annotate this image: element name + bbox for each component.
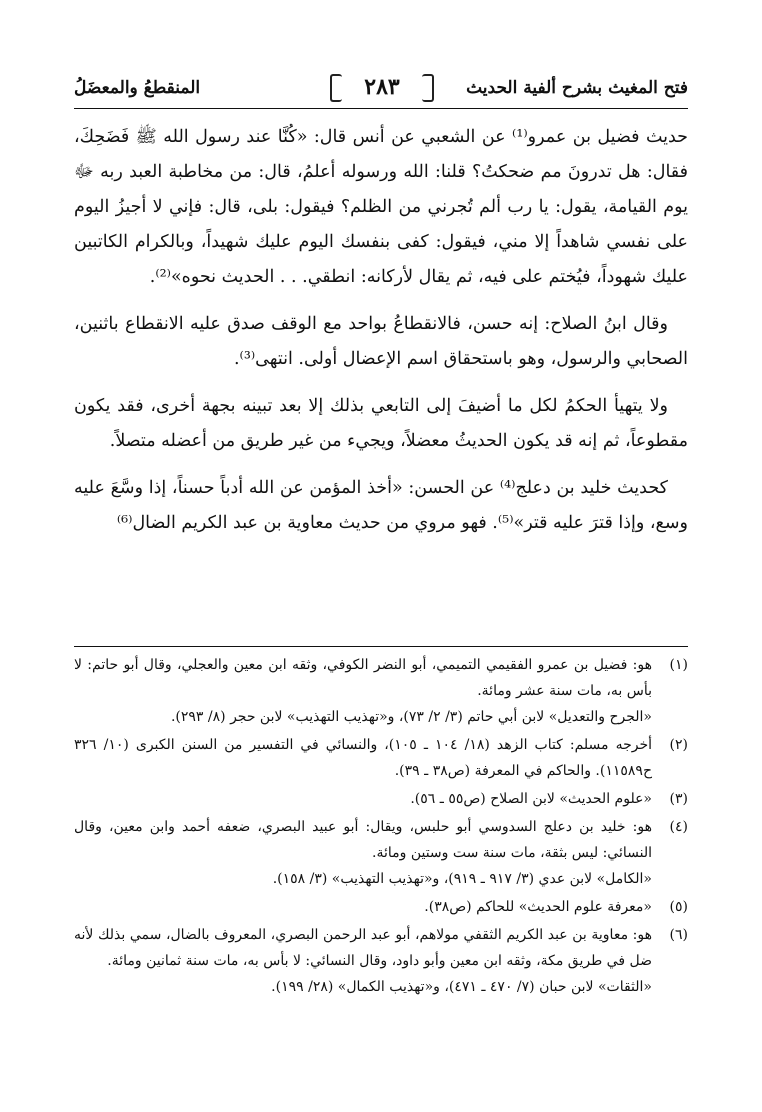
paragraph: وقال ابنُ الصلاح: إنه حسن، فالانقطاعُ بواحد مع الوقف صدق عليه الانقطاع باثنين، الصحابي والرسول، وهو باستحقاق اسم الإعضال أولى. انتهى⁽³⁾. [74,314,688,369]
footnote-text [74,922,652,1000]
footnote-text [74,894,652,920]
footnote-text [74,814,652,892]
footnote-number: (٥) [669,899,688,915]
footnote-number: (٤) [669,819,688,835]
footnote-line: هو: خليد بن دعلج السدوسي أبو حلبس، ويقال: أبو عبيد البصري، ضعفه أحمد وابن معين، وقال النسائي: ليس بثقة، مات سنة ست وستين ومائة. [74,819,652,861]
main-text [74,120,688,553]
page-number: ٢٨٣ [332,72,432,102]
chapter-title: المنقطعُ والمعضَلُ [74,78,201,98]
paragraph: ولا يتهيأ الحكمُ لكل ما أضيفَ إلى التابعي بذلك إلا بعد تبينه بجهة أخرى، فقد يكون مقطوعاً، ثم إنه قد يكون الحديثُ معضلاً، ويجيء من غير طريق من أعضله متصلاً. [74,396,688,451]
footnote [74,732,688,784]
footnote [74,786,688,812]
footnote-text [74,732,652,784]
footnote-text [74,786,652,812]
footnote-number: (٢) [669,737,688,753]
paragraph: كحديث خليد بن دعلج⁽⁴⁾ عن الحسن: «أخذ المؤمن عن الله أدباً حسناً، إذا وسَّعَ عليه وسع، وإذا قترَ عليه قتر»⁽⁵⁾. فهو مروي من حديث معاوية بن عبد الكريم الضال⁽⁶⁾ [74,478,688,533]
footnote [74,814,688,892]
footnote-line: «الجرح والتعديل» لابن أبي حاتم (٣/ ٢/ ٧٣)، و«تهذيب التهذيب» لابن حجر (٨/ ٢٩٣). [170,709,652,725]
footnote-line: «الكامل» لابن عدي (٣/ ٩١٧ ـ ٩١٩)، و«تهذيب التهذيب» (٣/ ١٥٨). [272,871,652,887]
footnote-line: «علوم الحديث» لابن الصلاح (ص٥٥ ـ ٥٦). [410,791,652,807]
footnote-line: أخرجه مسلم: كتاب الزهد (١٨/ ١٠٤ ـ ١٠٥)، والنسائي في التفسير من السنن الكبرى (١٠/ ٣٢٦ ح١١٥٨٩). والحاكم في المعرفة (ص٣٨ ـ ٣٩). [74,737,653,779]
footnote [74,894,688,920]
footnote-number: (٣) [669,791,688,807]
paragraph: حديث فضيل بن عمرو⁽¹⁾ عن الشعبي عن أنس قال: «كُنَّا عند رسول الله ﷺ فَضَحِكَ، فقال: هل تدرونَ مم ضحكتُ؟ قلنا: الله ورسوله أعلمُ، قال: من مخاطبة العبد ربه ﷻ يوم القيامة، يقول: يا رب ألم تُجرني من الظلم؟ فيقول: بلى، قال: فإني لا أجيزُ اليوم على نفسي شاهداً إلا مني، فيقول: كفى بنفسك اليوم عليك شهيداً، وبالكرام الكاتبين عليك شهوداً، فيُختم على فيه، ثم يقال لأركانه: انطقي. . . الحديث نحوه»⁽²⁾. [74,127,688,287]
footnote [74,652,688,730]
footnote-line: هو: معاوية بن عبد الكريم الثقفي مولاهم، أبو عبد الرحمن البصري، المعروف بالضال، سمي بذلك لأنه ضل في طريق مكة، وثقه ابن معين وأبو داود، وقال النسائي: لا بأس به، مات سنة ثمانين ومائة. [74,927,652,969]
footnote-line: «الثقات» لابن حبان (٧/ ٤٧٠ ـ ٤٧١)، و«تهذيب الكمال» (٢٨/ ١٩٩). [271,979,652,995]
footnote-line: «معرفة علوم الحديث» للحاكم (ص٣٨). [424,899,652,915]
header-rule [74,108,688,109]
footnote-text [74,652,652,730]
footnotes [74,652,688,1002]
page-header [74,72,688,110]
book-title: فتح المغيث بشرح ألفية الحديث [466,78,688,98]
footnote-number: (٦) [669,927,688,943]
footnote-separator [74,646,688,647]
footnote-line: هو: فضيل بن عمرو الفقيمي التميمي، أبو النضر الكوفي، وثقه ابن معين والعجلي، وقال أبو حاتم: لا بأس به، مات سنة عشر ومائة. [74,657,652,699]
footnote-number: (١) [669,657,688,673]
footnote [74,922,688,1000]
